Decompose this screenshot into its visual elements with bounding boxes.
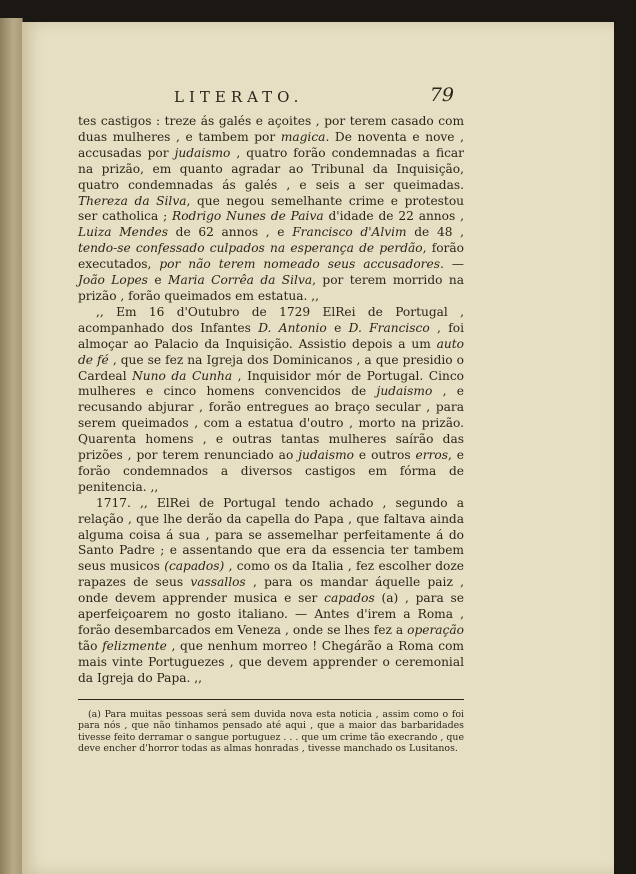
running-title: LITERATO. [174,88,304,106]
text-run: e outros [353,448,416,463]
italic-text: D. Francisco [348,320,430,335]
italic-text: Rodrigo Nunes de Paiva [172,209,324,224]
italic-text: operação [407,623,464,637]
paragraph [78,305,464,496]
text-run: , e forão condemnados a diversos castigos em fórma de penitencia. ,, [78,448,465,494]
page-number: 79 [429,84,454,106]
text-run: , como os da Italia , fez escolher doze rapazes de seus [78,559,464,590]
paragraph [78,496,464,687]
italic-text: auto de fé [78,336,464,367]
italic-text: felizmente [102,638,167,653]
italic-text: magica [280,129,326,144]
text-run: , que nenhum morreo ! Chegárão a Roma com mais vinte Portuguezes , que devem apprender o ceremonial da Igreja do Papa. ,, [78,638,464,685]
text-run: , forão executados, [78,241,464,272]
text-run: , para os mandar áquelle paiz , onde devem apprender musica e ser [78,575,464,606]
italic-text: (capados) [164,559,225,574]
italic-text: judaismo [298,448,354,463]
text-run: , que negou semelhante crime e protestou ser catholica ; [78,193,465,224]
text-run: tão [78,638,103,653]
italic-text: Nuno da Cunha [132,368,233,383]
italic-text: D. Antonio [258,320,327,335]
italic-text: erros [415,448,448,463]
text-run: tes castigos : treze ás galés e açoites , por terem casado com duas mulheres , e tambem por [78,114,464,144]
text-run: e [147,273,168,288]
italic-text: Luiza Mendes [78,225,169,240]
text-run: de 62 annos , e [168,225,293,240]
running-head [78,84,464,114]
text-run: e [326,320,349,335]
text-run: , foi almoçar ao Palacio da Inquisição. Assistio depois a um [78,320,465,351]
italic-text: vassallos [190,575,246,590]
text-run: . — [439,257,464,272]
italic-text: Thereza da Silva [78,193,187,208]
text-run: , Inquisidor mór de Portugal. Cinco mulheres e cinco homens convencidos de [78,368,465,399]
italic-text: Maria Corrêa da Silva [167,273,313,288]
italic-text: tendo-se confessado culpados na esperança de perdão [78,241,423,256]
italic-text: por não terem nomeado seus accusadores [159,257,440,272]
paragraph [78,114,464,305]
text-run: ,, Em 16 d'Outubro de 1729 ElRei de Portugal , acompanhado dos Infantes [78,304,464,335]
text-run: , e recusando abjurar , forão entregues ao braço secular , para serem queimados , com a estatua d'outro , morto na prizão. Quarenta homens , e outras tantas mulheres saírão das prizões , por terem renunciado ao [78,384,464,463]
italic-text: judaismo [376,384,433,399]
text-run: , quatro forão condemnadas a ficar na prizão, em quanto agradar ao Tribunal da Inquisição, quatro condemnadas ás galés , e seis a ser queimadas. [78,145,464,192]
italic-text: capados [324,591,375,606]
text-run: de 48 , [406,225,464,240]
facing-page-edge [0,18,23,874]
book-page [22,22,614,874]
text-run: (a) , para se aperfeiçoarem no gosto italiano. — Antes d'irem a Roma , forão desembarcados em Veneza , onde se lhes fez a [78,591,464,637]
page-content [78,84,464,755]
footnote-rule [78,699,464,700]
italic-text: João Lopes [78,273,148,288]
body-text [78,114,464,687]
text-run: , que se fez na Igreja dos Dominicanos , a que presidio o Cardeal [78,352,464,383]
italic-text: judaismo [174,145,231,160]
footnote: (a) Para muitas pessoas será sem duvida nova esta noticia , assim como o foi para nós , que não tinhamos pensado até aqui , que a maior das barbaridades tivesse feito derramar o sangue portuguez . . . que um crime tão execrando , que deve encher d'horror todas as almas honradas , tivesse manchado os Lusitanos. [78,708,464,755]
text-run: . De noventa e nove , accusadas por [78,129,464,160]
text-run: , por terem morrido na prizão , forão queimados em estatua. ,, [78,273,464,303]
italic-text: Francisco d'Alvim [292,225,407,240]
text-run: 1717. ,, ElRei de Portugal tendo achado , segundo a relação , que lhe derão da capella do Papa , que faltava ainda alguma coisa á sua , para se assemelhar perfeitamente á do Santo Padre ; e assentando que era da essencia ter tambem seus musicos [78,495,464,574]
text-run: d'idade de 22 annos , [323,209,464,224]
